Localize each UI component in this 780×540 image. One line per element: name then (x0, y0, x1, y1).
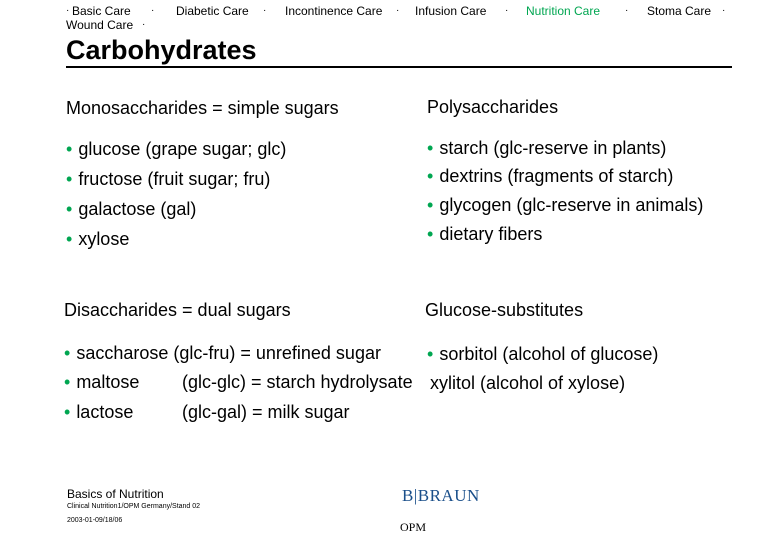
nav-separator: · (396, 5, 400, 16)
bullet-icon: • (66, 229, 73, 249)
footer-date: 2003-01-09/18/06 (67, 517, 123, 524)
bullet-icon: • (427, 195, 434, 215)
nav-separator: · (151, 5, 155, 16)
list-item: • sorbitol (alcohol of glucose) (427, 344, 659, 364)
list-item: • saccharose (glc-fru) = unrefined sugar (64, 343, 381, 363)
bullet-icon: • (66, 139, 73, 159)
nav-separator: · (263, 5, 267, 16)
bullet-icon: • (66, 199, 73, 219)
list-item: • dietary fibers (427, 224, 543, 244)
list-item: xylitol (alcohol of xylose) (430, 373, 626, 393)
list-item: • galactose (gal) (66, 199, 197, 219)
list-item: • fructose (fruit sugar; fru) (66, 169, 271, 189)
bbraun-logo: B|BRAUN (402, 486, 480, 505)
footer-title: Basics of Nutrition (67, 487, 164, 501)
title-divider (66, 66, 732, 68)
list-item: • xylose (66, 229, 130, 249)
nav-separator: · (142, 19, 146, 30)
nav-item-incontinence-care[interactable]: Incontinence Care (285, 4, 383, 18)
list-item: • glycogen (glc-reserve in animals) (427, 195, 704, 215)
bullet-icon: • (64, 372, 71, 392)
polysaccharides-heading: Polysaccharides (427, 97, 559, 117)
bullet-icon: • (66, 169, 73, 189)
nav-item-infusion-care[interactable]: Infusion Care (415, 4, 487, 18)
nav-separator: · (722, 5, 726, 16)
bullet-icon: • (427, 344, 434, 364)
page-title: Carbohydrates (66, 35, 257, 65)
bullet-icon: • (64, 343, 71, 363)
logo-subtitle: OPM (400, 520, 427, 534)
list-item: • maltose (glc-glc) = starch hydrolysate (64, 372, 413, 392)
glucose-substitutes-heading: Glucose-substitutes (425, 300, 584, 320)
list-item: • starch (glc-reserve in plants) (427, 138, 667, 158)
bullet-icon: • (427, 138, 434, 158)
monosaccharides-heading: Monosaccharides = simple sugars (66, 98, 339, 118)
nav-item-stoma-care[interactable]: Stoma Care (647, 4, 712, 18)
list-item: • dextrins (fragments of starch) (427, 166, 674, 186)
disaccharides-heading: Disaccharides = dual sugars (64, 300, 291, 320)
bullet-icon: • (427, 166, 434, 186)
nav-item-basic-care[interactable]: Basic Care (72, 4, 131, 18)
nav-separator: · (505, 5, 509, 16)
nav-separator: · (66, 5, 70, 16)
bullet-icon: • (427, 224, 434, 244)
list-item: • lactose (glc-gal) = milk sugar (64, 402, 350, 422)
nav-item-wound-care[interactable]: Wound Care (66, 18, 134, 32)
list-item: • glucose (grape sugar; glc) (66, 139, 287, 159)
nav-item-diabetic-care[interactable]: Diabetic Care (176, 4, 249, 18)
nav-separator: · (625, 5, 629, 16)
footer-subtitle: Clinical Nutrition1/OPM Germany/Stand 02 (67, 503, 201, 510)
bullet-icon: • (64, 402, 71, 422)
nav-item-nutrition-care[interactable]: Nutrition Care (526, 4, 601, 18)
